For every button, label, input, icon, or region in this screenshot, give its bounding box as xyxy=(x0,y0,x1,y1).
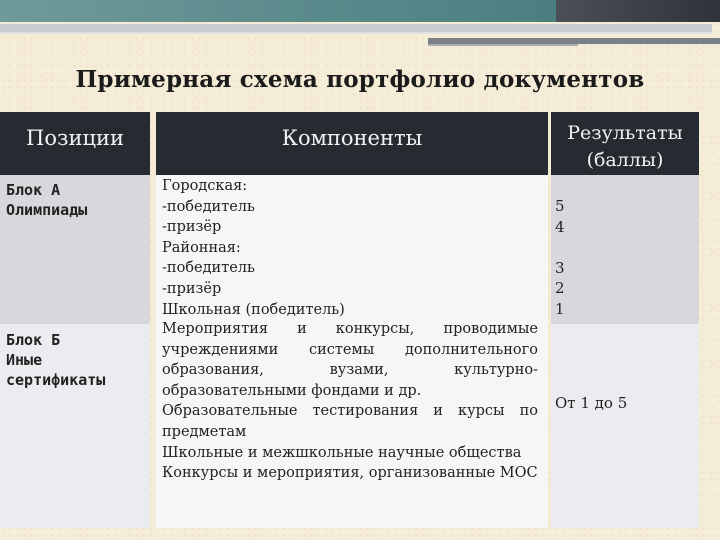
result-value: 5 xyxy=(555,197,565,215)
header-results-label xyxy=(551,120,699,174)
component-line: -призёр xyxy=(162,219,222,236)
header-components xyxy=(156,112,548,175)
block-a-label xyxy=(6,180,87,220)
block-a-results xyxy=(555,196,565,320)
component-line: Районная: xyxy=(162,239,241,256)
component-line: Мероприятия и конкурсы, проводимые xyxy=(162,321,538,337)
block-b-label-line1: Блок Б xyxy=(6,331,61,349)
block-b-label-line2: Иные xyxy=(6,351,43,369)
decor-bar-light xyxy=(428,44,578,46)
component-line: образования, вузами, культурно- xyxy=(162,362,538,379)
result-value: 4 xyxy=(555,217,565,236)
component-line: Образовательные тестирования и курсы по xyxy=(162,403,538,420)
block-b-components xyxy=(162,319,538,484)
header-positions-label: Позиции xyxy=(26,126,124,150)
result-value: 1 xyxy=(555,299,565,318)
top-decor-dark xyxy=(556,0,720,22)
block-b-label xyxy=(6,330,105,390)
result-spacer xyxy=(555,237,565,258)
component-line: Конкурсы и мероприятия, организованные МОС xyxy=(162,465,538,482)
component-line: Городская: xyxy=(162,178,248,194)
component-line: предметам xyxy=(162,423,247,440)
component-line: Школьная (победитель) xyxy=(162,301,345,318)
component-line: образовательными фондами и др. xyxy=(162,382,422,399)
top-decor-teal xyxy=(0,0,556,22)
top-decor-band xyxy=(0,0,720,22)
header-results xyxy=(551,112,699,175)
result-value: 2 xyxy=(555,279,565,298)
component-line: -победитель xyxy=(162,260,255,277)
component-line: учреждениями системы дополнительного xyxy=(162,341,538,358)
header-results-line1: Результаты xyxy=(567,122,683,144)
cell-results-block-a xyxy=(551,175,699,324)
decor-bar-shadow xyxy=(0,32,712,34)
block-a-label-line2: Олимпиады xyxy=(6,201,88,219)
block-a-label-line1: Блок А xyxy=(6,181,61,199)
block-b-label-line3: сертификаты xyxy=(6,371,106,389)
component-line: -призёр xyxy=(162,280,222,297)
header-components-label: Компоненты xyxy=(281,126,423,150)
cell-results-block-b xyxy=(551,324,699,528)
decor-bar-gray xyxy=(0,24,712,32)
component-line: Школьные и межшкольные научные общества xyxy=(162,444,522,461)
result-value: 3 xyxy=(555,258,565,277)
header-results-line2: (баллы) xyxy=(586,149,664,171)
block-b-result: От 1 до 5 xyxy=(555,394,628,412)
header-positions xyxy=(0,112,150,175)
slide-title: Примерная схема портфолио документов xyxy=(75,66,645,93)
component-line: -победитель xyxy=(162,198,255,215)
block-a-components xyxy=(162,176,538,320)
